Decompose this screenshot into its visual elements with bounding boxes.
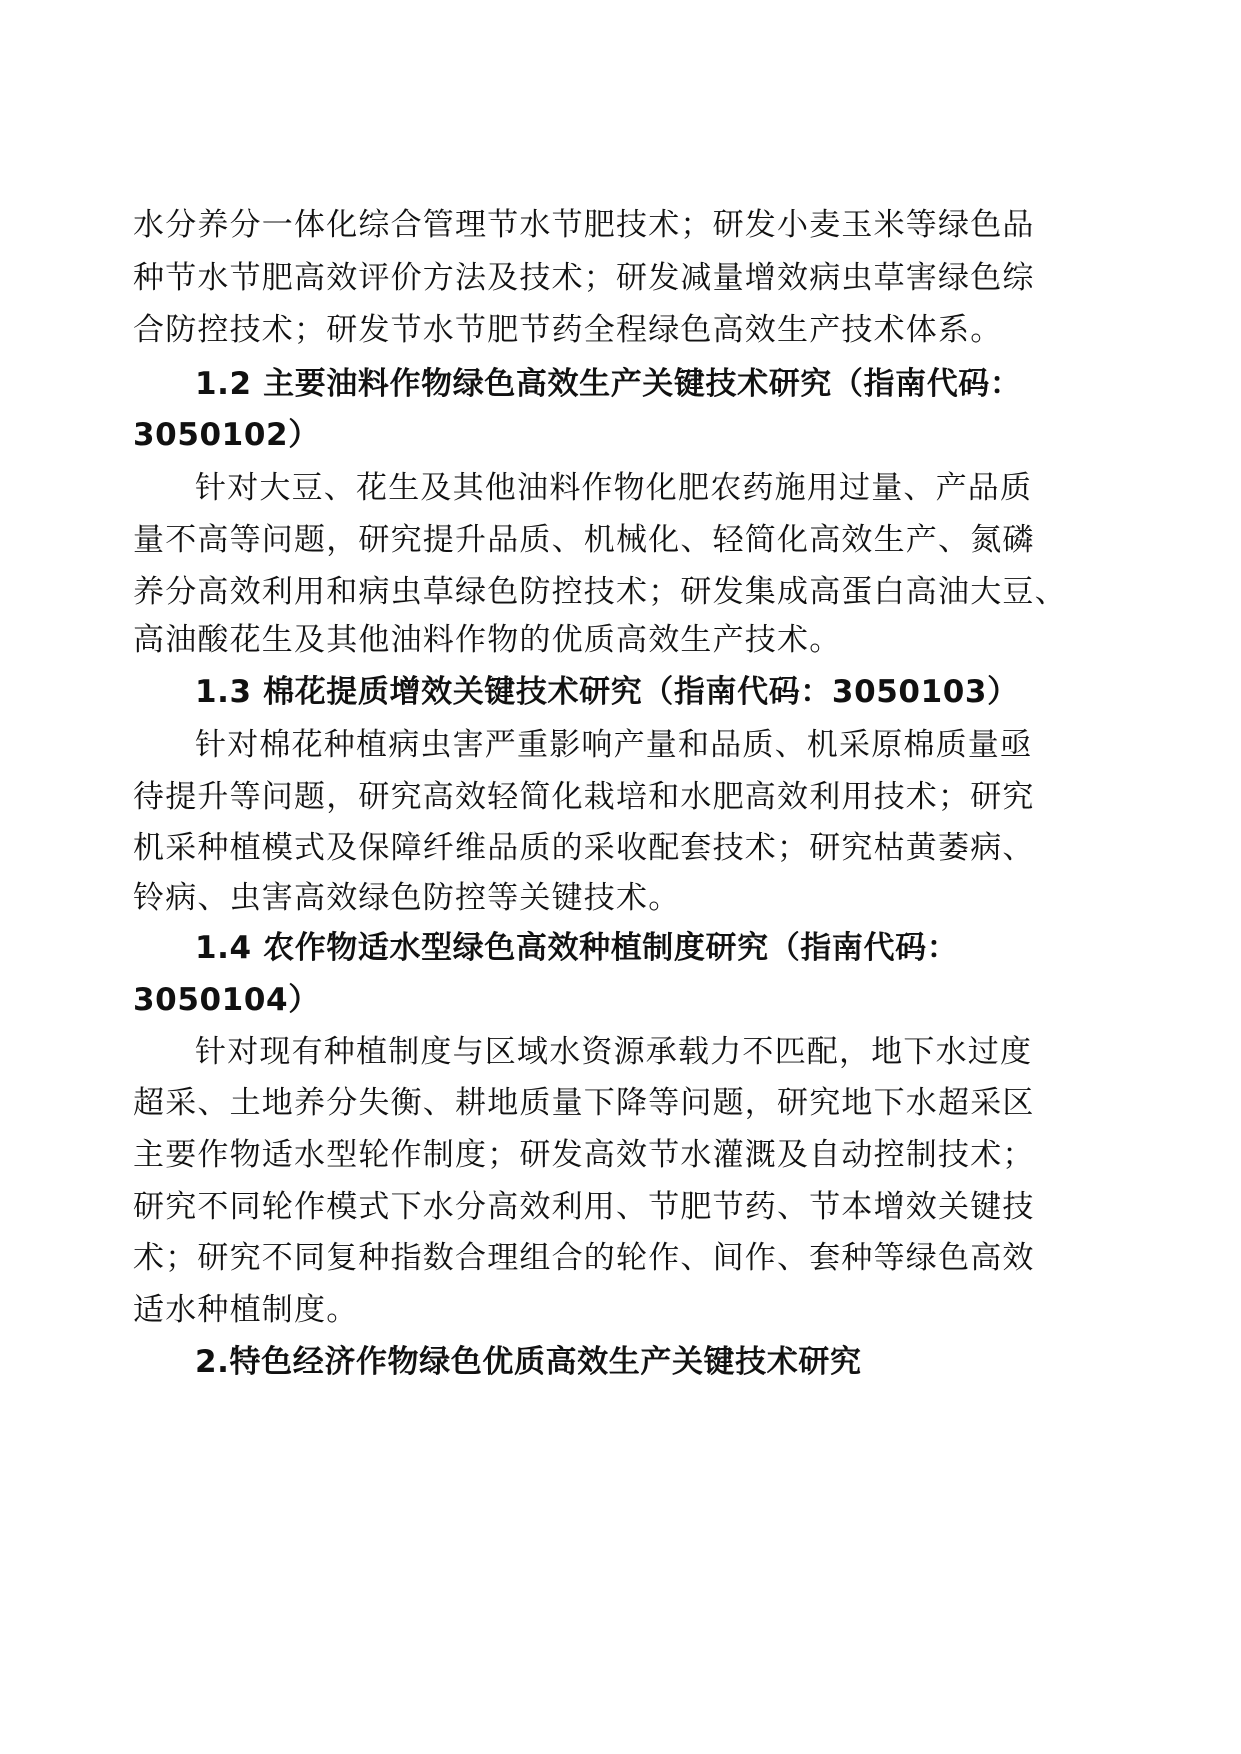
paragraph-line: 合防控技术；研发节水节肥节药全程绿色高效生产技术体系。 — [133, 312, 1003, 348]
paragraph-line: 研究不同轮作模式下水分高效利用、节肥节药、节本增效关键技 — [133, 1189, 1035, 1225]
paragraph-line: 超采、土地养分失衡、耕地质量下降等问题，研究地下水超采区 — [133, 1085, 1035, 1121]
paragraph-line: 水分养分一体化综合管理节水节肥技术；研发小麦玉米等绿色品 — [133, 207, 1035, 243]
paragraph-line: 适水种植制度。 — [133, 1292, 359, 1328]
paragraph-line: 养分高效利用和病虫草绿色防控技术；研发集成高蛋白高油大豆、 — [133, 574, 1067, 610]
section-heading-1-4: 1.4 农作物适水型绿色高效种植制度研究（指南代码： — [195, 930, 959, 966]
section-heading-1-3: 1.3 棉花提质增效关键技术研究（指南代码：3050103） — [195, 674, 1019, 710]
section-heading-1-4-code: 3050104） — [133, 982, 320, 1018]
section-heading-2: 2.特色经济作物绿色优质高效生产关键技术研究 — [195, 1344, 862, 1380]
paragraph-line: 术；研究不同复种指数合理组合的轮作、间作、套种等绿色高效 — [133, 1240, 1035, 1276]
paragraph-line: 针对大豆、花生及其他油料作物化肥农药施用过量、产品质 — [195, 470, 1033, 506]
section-heading-1-2: 1.2 主要油料作物绿色高效生产关键技术研究（指南代码： — [195, 366, 1022, 402]
paragraph-line: 主要作物适水型轮作制度；研发高效节水灌溉及自动控制技术； — [133, 1137, 1035, 1173]
paragraph-line: 量不高等问题，研究提升品质、机械化、轻简化高效生产、氮磷 — [133, 522, 1035, 558]
paragraph-line: 针对棉花种植病虫害严重影响产量和品质、机采原棉质量亟 — [195, 727, 1033, 763]
section-heading-1-2-code: 3050102） — [133, 417, 320, 453]
paragraph-line: 机采种植模式及保障纤维品质的采收配套技术；研究枯黄萎病、 — [133, 830, 1035, 866]
paragraph-line: 针对现有种植制度与区域水资源承载力不匹配，地下水过度 — [195, 1034, 1033, 1070]
paragraph-line: 种节水节肥高效评价方法及技术；研发减量增效病虫草害绿色综 — [133, 260, 1035, 296]
paragraph-line: 铃病、虫害高效绿色防控等关键技术。 — [133, 880, 681, 916]
paragraph-line: 高油酸花生及其他油料作物的优质高效生产技术。 — [133, 622, 842, 658]
paragraph-line: 待提升等问题，研究高效轻简化栽培和水肥高效利用技术；研究 — [133, 779, 1035, 815]
